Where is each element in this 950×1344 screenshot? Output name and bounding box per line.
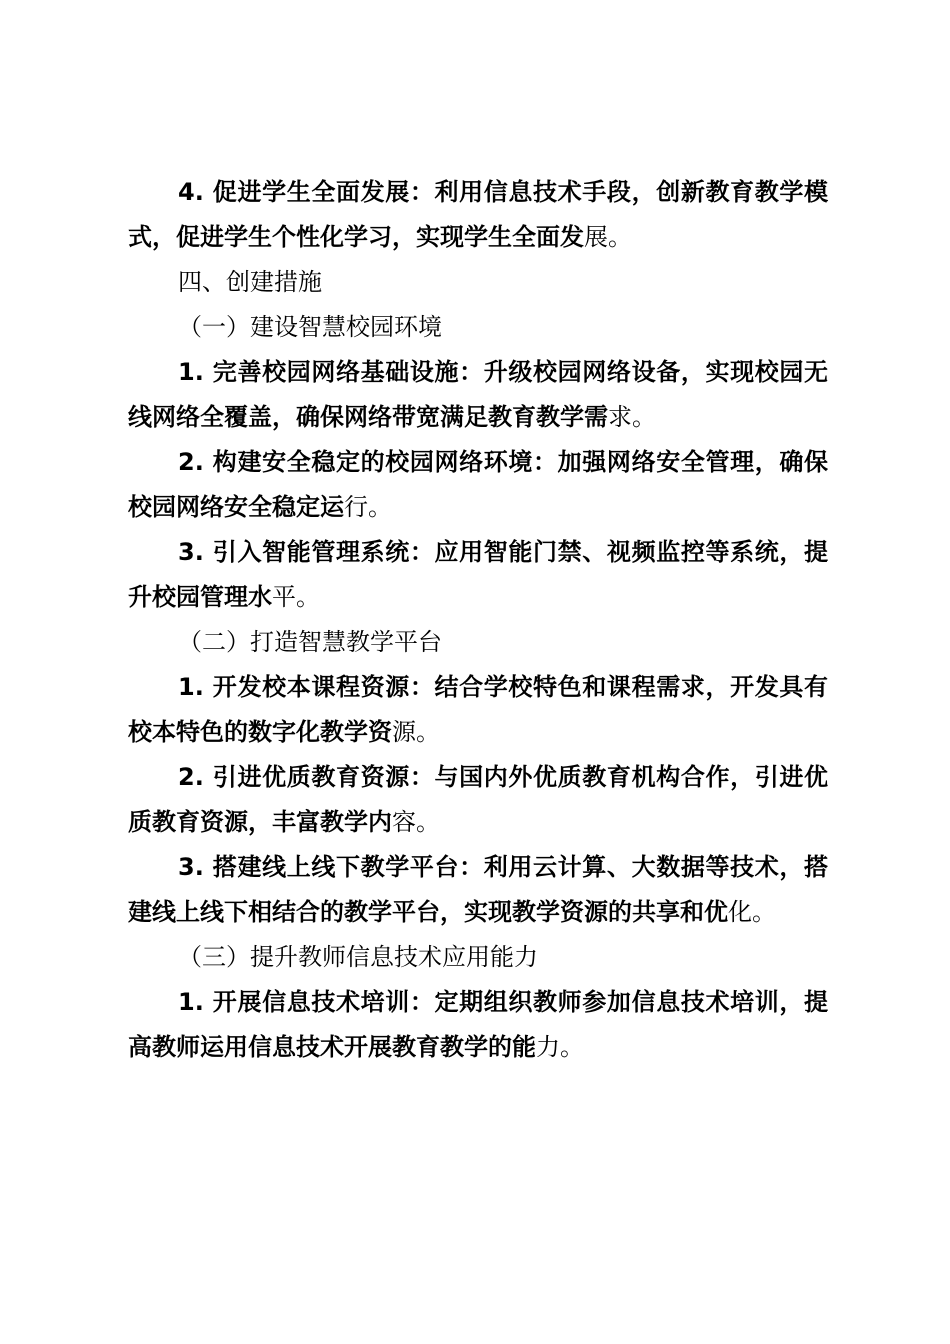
paragraph-tail-text: 平。 — [272, 583, 320, 611]
paragraph-bold-text: 1. 开展信息技术培训：定期组织教师参加信息技术培训，提高教师运用信息技术开展教育教学的能 — [128, 988, 828, 1061]
paragraph-tail-text: 力。 — [536, 1033, 584, 1061]
paragraph-tail-text: 容。 — [392, 808, 440, 836]
paragraph-bold-text: 3. 引入智能管理系统：应用智能门禁、视频监控等系统，提升校园管理水 — [128, 538, 828, 611]
paragraph-goal-4 — [128, 170, 828, 260]
paragraph-item-1-1 — [128, 350, 828, 440]
subsection-heading-1: （一）建设智慧校园环境 — [178, 313, 442, 341]
paragraph-tail-text: 行。 — [344, 493, 392, 521]
paragraph-item-2-3 — [128, 845, 828, 935]
paragraph-bold-text: 1. 开发校本课程资源：结合学校特色和课程需求，开发具有校本特色的数字化教学资 — [128, 673, 828, 746]
paragraph-tail-text: 展。 — [584, 223, 632, 251]
paragraph-item-1-3 — [128, 530, 828, 620]
paragraph-item-2-2 — [128, 755, 828, 845]
document-page — [128, 170, 828, 1070]
paragraph-bold-text: 1. 完善校园网络基础设施：升级校园网络设备，实现校园无线网络全覆盖，确保网络带宽满足教育教学需 — [128, 358, 828, 431]
paragraph-item-2-1 — [128, 665, 828, 755]
subsection-heading-2: （二）打造智慧教学平台 — [178, 628, 442, 656]
paragraph-item-1-2 — [128, 440, 828, 530]
paragraph-bold-text: 2. 构建安全稳定的校园网络环境：加强网络安全管理，确保校园网络安全稳定运 — [128, 448, 828, 521]
paragraph-bold-text: 2. 引进优质教育资源：与国内外优质教育机构合作，引进优质教育资源，丰富教学内 — [128, 763, 828, 836]
paragraph-tail-text: 源。 — [392, 718, 440, 746]
paragraph-bold-text: 4. 促进学生全面发展：利用信息技术手段，创新教育教学模式，促进学生个性化学习，实现学生全面发 — [128, 178, 828, 251]
subsection-heading-3: （三）提升教师信息技术应用能力 — [178, 943, 538, 971]
paragraph-bold-text: 3. 搭建线上线下教学平台：利用云计算、大数据等技术，搭建线上线下相结合的教学平台，实现教学资源的共享和优 — [128, 853, 828, 926]
paragraph-tail-text: 求。 — [608, 403, 656, 431]
section-heading-measures: 四、创建措施 — [178, 268, 322, 296]
paragraph-item-3-1 — [128, 980, 828, 1070]
paragraph-tail-text: 化。 — [728, 898, 776, 926]
